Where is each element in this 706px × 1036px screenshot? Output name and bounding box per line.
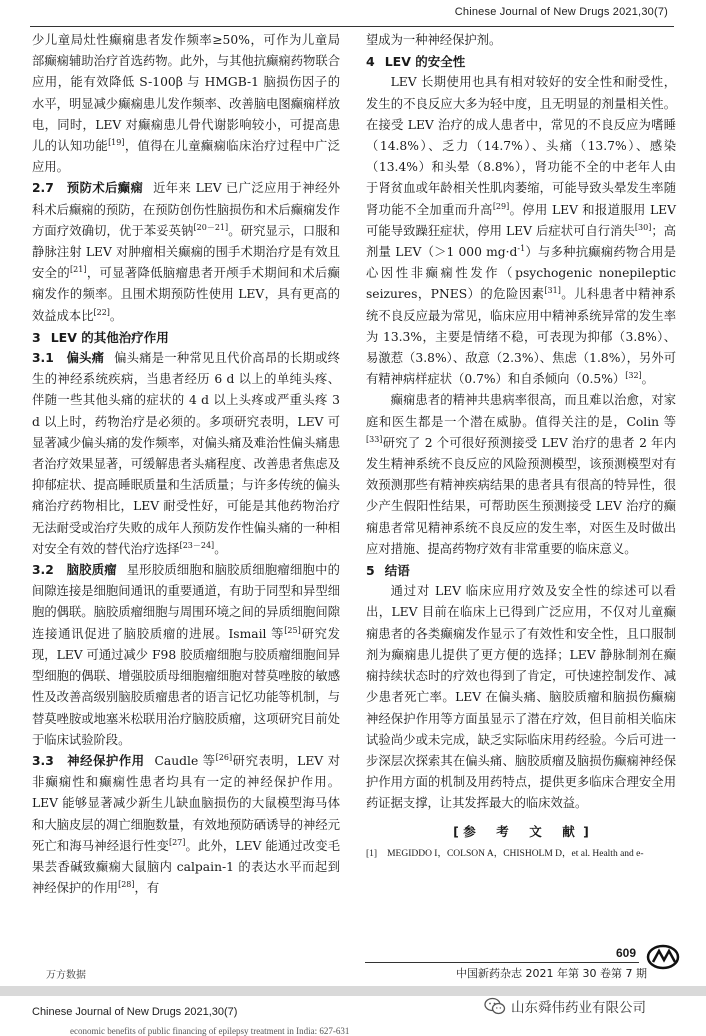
section-heading: 2.7 预防术后癫痫 [32, 181, 144, 196]
paragraph: 少儿童局灶性癫痫患者发作频率≥50%，可作为儿童局部癫痫辅助治疗首选药物。此外，与其他抗癫痫药物联合应用，能有效降低 S-100β 与 HMGB-1 脑损伤因子的水平，明显减少癫痫患儿发作频率、改善脑电图癫痫样放电，同时，LEV 对癫痫患儿骨代谢影响较小，可提高患儿的认知功能[19]，值得在儿童癫痫临床治疗过程中广泛应用。 [32, 33, 340, 175]
journal-header: Chinese Journal of New Drugs 2021,30(7) [454, 6, 668, 18]
section-2-7: 2.7 预防术后癫痫 近年来 LEV 已广泛应用于神经外科术后癫痫的预防，在预防创伤性脑损伤和术后癫痫发作方面疗效确切，优于苯妥英钠[20－21]。研究显示，口服和静脉注射 LEV 对肿瘤相关癫痫的围手术期治疗是有效且安全的[21]，可显著降低脑瘤患者开颅手术期间和术后癫痫发作的频率。且围术期预防性使用 LEV，具有更高的效益成本比[22]。 [32, 181, 340, 323]
next-page-snippet: economic benefits of public financing of epilepsy treatment in India: 627-631 [70, 1026, 350, 1036]
wechat-watermark [482, 996, 652, 1016]
section-5-heading: 5 结语 [366, 563, 410, 579]
watermark-text: 山东舜伟药业有限公司 [511, 1000, 646, 1016]
citation-ref[interactable]: [27] [168, 837, 186, 847]
section-3-1: 3.1 偏头痛 偏头痛是一种常见且代价高昂的长期或终生的神经系统疾病，当患者经历 6 d 以上的单纯头疼、伴随一些其他头痛的症状的 4 d 以上头疼或严重头疼 3 d 以上时，药物治疗是必须的。多项研究表明，LEV 可显著减少偏头痛的发作频率，对偏头痛及难治性偏头痛患者治疗效果显著，可缓解患者头痛程度、改善患者焦虑及抑郁症状、提高睡眠质量和生活质量；与许多传统的偏头痛治疗药物相比，LEV 耐受性好，可能是其他药物治疗无法耐受或治疗失败的成年人预防发作性偏头痛的一种相对安全有效的替代治疗选择[23－24]。 [32, 351, 340, 556]
citation-ref[interactable]: [28] [118, 880, 135, 890]
footer-rule [365, 962, 639, 963]
section-4-text: LEV 长期使用也具有相对较好的安全性和耐受性，发生的不良反应大多为轻中度，且无明显的剂量相关性。在接受 LEV 治疗的成人患者中，常见的不良反应为嗜睡（14.8%）、乏力（14.7%）、头痛（13.7%）、感染（13.4%）和头晕（8.8%），肾功能不全的中老年人由于肾贫血或年龄相关性肌肉萎缩，可能导致头晕发生率随肾功能不全加重而升高[29]。停用 LEV 和报道服用 LEV 可能导致躁狂症状，停用 LEV 后症状可自行消失[30]；高剂量 LEV（＞1 000 $mg\cdot d^{-1}$）与多种抗癫痫药物合用是心因性非癫痫性发作（psychogenic nonepileptic seizures，PNES）的危险因素[31]。儿科患者中精神系统不良反应最为常见，临床应用中精神系统异常的发生率为 13.3%，主要是情绪不稳，可表现为抑郁（3.8%）、易激惹（3.8%）、敌意（2.3%）、焦虑（1.8%），另外可有精神病样症状（0.7%）和自杀倾向（0.5%）[32]。 [366, 75, 676, 387]
citation-ref[interactable]: [25] [284, 625, 301, 635]
reference-item: [1] MEGIDDO I，COLSON A，CHISHOLM D，et al. Health and e- [366, 848, 644, 859]
page-divider [0, 986, 706, 996]
section-heading: 3.1 偏头痛 [32, 351, 105, 366]
header-rule [30, 26, 674, 27]
references-heading: [ 参 考 文 献 ] [453, 823, 589, 839]
page-number: 609 [616, 946, 637, 960]
section-5-text: 通过对 LEV 临床应用疗效及安全性的综述可以看出，LEV 目前在临床上已得到广泛应用，不仅对儿童癫痫患者的各类癫痫发作显示了有效性和安全性，且口服制剂为癫痫患儿提供了更方便的选择；LEV 静脉制剂在癫痫持续状态时的疗效也得到了肯定，可快速控制发作、减少患者死亡率。LEV 在偏头痛、脑胶质瘤和脑损伤癫痫神经保护作用等方面虽显示了潜在疗效，但目前相关临床试验尚少或未完成，缺乏实际临床用药经验。今后可进一步深层次探索其在偏头痛、脑胶质瘤及脑损伤癫痫神经保护作用方面的机制及用药特点，提供更多临床合理安全用药证据支撑，让其发挥最大的临床效益。 [366, 584, 676, 811]
citation-ref[interactable]: [19] [108, 138, 125, 148]
paragraph: 癫痫患者的精神共患病率很高，而且难以治愈，对家庭和医生都是一个潜在威胁。值得关注的是，Colin 等[33]研究了 2 个可很好预测接受 LEV 治疗的患者 2 年内发生精神系统不良反应的风险预测模型，该预测模型对有效预测那些有精神疾病结果的患者具有很高的特异性，很少产生假阳性结果，可帮助医生预测接受 LEV 治疗的癫痫患者常见精神系统不良反应的发生率，对医生及时做出应对措施、提高药物疗效有非常重要的临床意义。 [366, 393, 676, 556]
wechat-icon [484, 997, 506, 1015]
section-4-heading: 4 LEV 的安全性 [366, 54, 466, 70]
section-heading: 3.2 脑胶质瘤 [32, 563, 117, 578]
citation-ref[interactable]: [31] [544, 286, 561, 296]
footer-citation: 中国新药杂志 2021 年第 30 卷第 7 期 [456, 967, 647, 980]
right-column [366, 30, 676, 862]
citation-ref[interactable]: [29] [492, 201, 510, 211]
citation-ref[interactable]: [26] [215, 752, 233, 762]
citation-ref[interactable]: [33] [366, 434, 383, 444]
section-3-3: 3.3 神经保护作用 Caudle 等[26]研究表明，LEV 对非癫痫性和癫痫性患者均具有一定的神经保护作用。LEV 能够显著减少新生儿缺血脑损伤的大鼠模型海马体和大脑皮层的凋亡细胞数量，有效地预防硒诱导的神经元死亡和海马神经退行性变[27]。此外，LEV 能通过改变毛果芸香碱致癫痫大鼠脑内 calpain-1 的表达水平而起到神经保护的作用[28]，有 [32, 752, 340, 896]
citation-ref[interactable]: [30] [634, 222, 652, 232]
journal-logo-icon [645, 942, 681, 972]
citation-ref[interactable]: [32] [625, 371, 642, 381]
next-page-header: Chinese Journal of New Drugs 2021,30(7) [32, 1006, 238, 1018]
citation-ref[interactable]: [21] [70, 265, 87, 275]
section-3-heading: 3 LEV 的其他治疗作用 [32, 329, 169, 345]
citation-ref[interactable]: [23－24] [179, 540, 215, 550]
unit-superscript: -1 [517, 244, 526, 254]
left-column [32, 30, 340, 899]
citation-ref[interactable]: [22] [93, 307, 110, 317]
paragraph: 望成为一种神经保护剂。 [366, 33, 502, 47]
source-label: 万方数据 [46, 970, 86, 981]
section-3-2: 3.2 脑胶质瘤 星形胶质细胞和脑胶质细胞瘤细胞中的间隙连接是细胞间通讯的重要通道，有助于同型和异型细胞的偶联。脑胶质瘤细胞与周围环境之间的异质细胞间隙连接通讯促进了脑胶质瘤的进展。Ismail 等[25]研究发现，LEV 可通过减少 F98 胶质瘤细胞与胶质瘤细胞间异型细胞的偶联、增强胶质母细胞瘤细胞对替莫唑胺的敏感性及改善高级别脑胶质瘤患者的语言记忆功能等机制，与替莫唑胺或地塞米松联用治疗脑胶质瘤，这项研究目前处于临床试验阶段。 [32, 563, 340, 747]
citation-ref[interactable]: [20－21] [193, 222, 229, 232]
section-heading: 3.3 神经保护作用 [32, 753, 145, 768]
